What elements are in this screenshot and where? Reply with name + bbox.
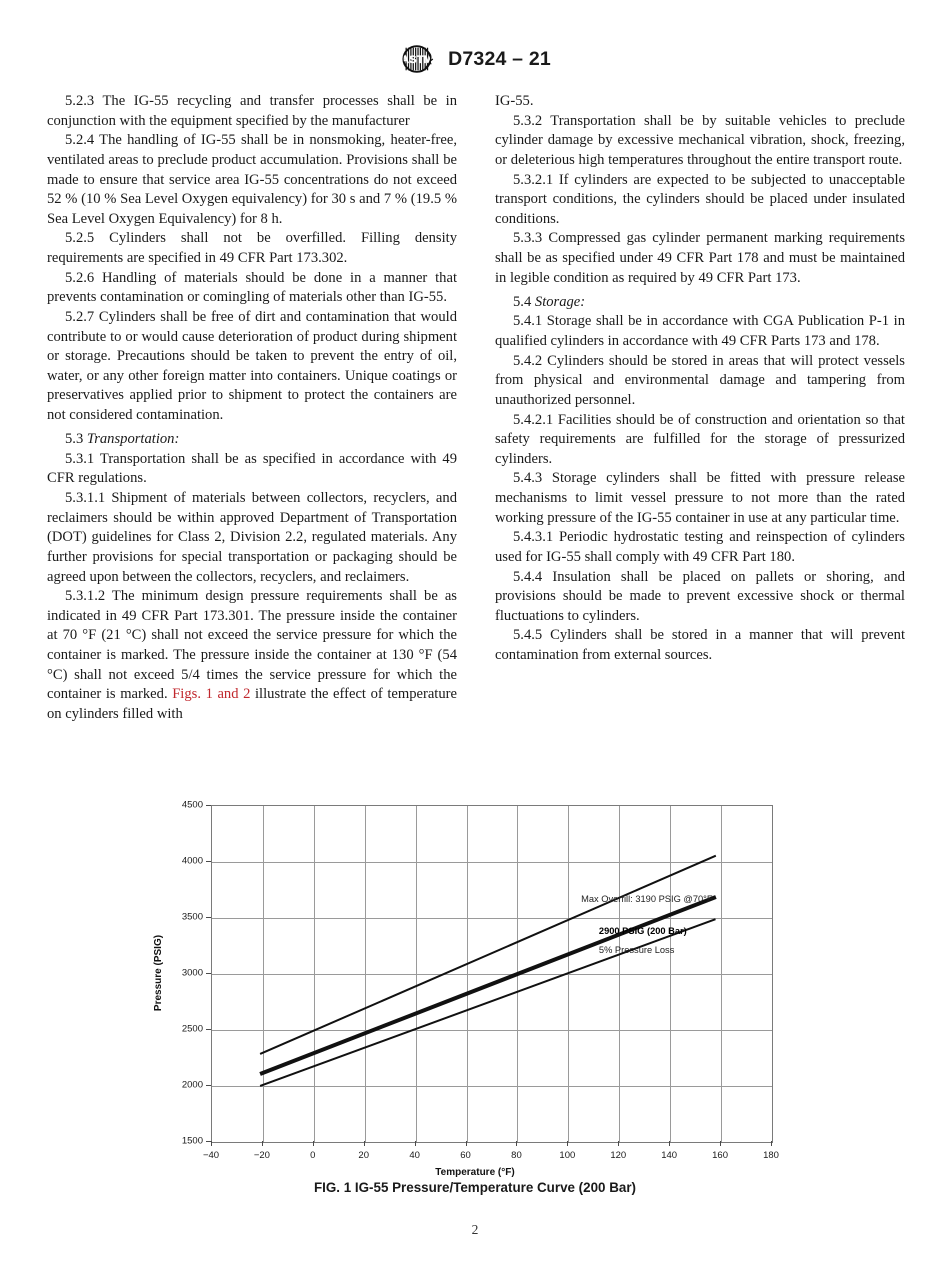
chart-series-line — [260, 918, 716, 1086]
chart-x-axis-title: Temperature (°F) — [435, 1167, 515, 1178]
page-number: 2 — [471, 1222, 479, 1237]
paragraph-5-4-2: 5.4.2 Cylinders should be stored in areas that will protect vessels from physical and environmental damage and tampering from unauthorized personnel. — [495, 352, 905, 408]
paragraph-5-4-3: 5.4.3 Storage cylinders shall be fitted with pressure release mechanisms to limit vessel pressure to not more than the rated working pressure of the IG-55 container in use at any particular time. — [495, 470, 905, 526]
chart-gridline-vertical — [619, 806, 620, 1142]
figure-caption: FIG. 1 IG-55 Pressure/Temperature Curve (200 Bar) — [313, 1180, 636, 1195]
paragraph-5-2-5: 5.2.5 Cylinders shall not be overfilled. Filling density requirements are specified in 49 CFR Part 173.302. — [47, 230, 457, 266]
chart-x-tick — [466, 1141, 467, 1146]
section-5-4-title: Storage: — [534, 293, 586, 310]
paragraph-5-4-3-1: 5.4.3.1 Periodic hydrostatic testing and reinspection of cylinders used for IG-55 shall comply with 49 CFR Part 180. — [495, 529, 905, 565]
chart-x-tick — [364, 1141, 365, 1146]
paragraph-5-3-1-2-text-before: 5.3.1.2 The minimum design pressure requirements shall be as indicated in 49 CFR Part 173.301. The pressure inside the container at 70 °F (21 °C) shall not exceed the service pressure for which the container is marked. The pressure inside the container at 130 °F (54 °C) shall not exceed 5/4 times the service pressure for which the container is marked. — [47, 588, 457, 703]
paragraph-5-3-2-1: 5.3.2.1 If cylinders are expected to be subjected to unacceptable transport conditions, the cylinders should be placed under insulated conditions. — [495, 171, 905, 227]
chart-gridline-horizontal — [212, 1086, 772, 1087]
left-column — [47, 92, 457, 725]
chart-x-tick-label: −20 — [253, 1150, 270, 1161]
chart-x-tick-label: 120 — [610, 1150, 627, 1161]
paragraph-5-4-4: 5.4.4 Insulation shall be placed on pallets or shoring, and provisions should be made to prevent excessive shock or thermal fluctuations to cylinders. — [495, 568, 905, 624]
chart-container — [153, 795, 791, 1178]
chart-y-tick-label: 4000 — [181, 855, 203, 867]
figure-1 — [0, 795, 950, 1178]
chart-x-tick — [567, 1141, 568, 1146]
paragraph-5-2-7: 5.2.7 Cylinders shall be free of dirt and contamination that would contribute to or would cause deterioration of product during shipment or storage. Precautions should be taken to prevent the entry of oil, water, or any other foreign matter into containers. Unique coatings or preservatives applied prior to shipment to protect the containers are not considered contamination. — [47, 308, 457, 423]
paragraph-5-4-5: 5.4.5 Cylinders shall be stored in a manner that will prevent contamination from external sources. — [495, 627, 905, 663]
chart-gridline-horizontal — [212, 862, 772, 863]
chart-x-tick-label: 160 — [712, 1150, 729, 1161]
chart-x-tick — [720, 1141, 721, 1146]
chart-x-tick — [313, 1141, 314, 1146]
chart-gridline-vertical — [568, 806, 569, 1142]
chart-gridline-horizontal — [212, 918, 772, 919]
paragraph-5-3-1-1: 5.3.1.1 Shipment of materials between collectors, recyclers, and reclaimers should be within approved Department of Transportation (DOT) guidelines for Class 2, Division 2.2, regulated materials. Any further provisions for special transportation or packaging should be agreed upon between the collectors, recyclers, and reclaimers. — [47, 490, 457, 585]
chart-plot-area — [211, 805, 773, 1143]
right-column — [495, 92, 905, 725]
paragraph-5-4-1: 5.4.1 Storage shall be in accordance with CGA Publication P-1 in qualified cylinders in accordance with 49 CFR Parts 173 and 178. — [495, 313, 905, 349]
chart-x-tick-label: 40 — [409, 1150, 420, 1161]
section-heading-5-4 — [495, 293, 905, 313]
chart-gridline-vertical — [365, 806, 366, 1142]
chart-x-tick-label: 60 — [460, 1150, 471, 1161]
section-5-3-number: 5.3 — [65, 431, 87, 448]
paragraph-5-3-1-2-text-after: illustrate the effect of temperature on cylinders filled with — [47, 686, 457, 722]
body-columns — [47, 92, 905, 725]
chart-y-tick — [206, 1085, 211, 1086]
chart-y-tick-label: 2500 — [181, 1023, 203, 1035]
chart-y-tick — [206, 861, 211, 862]
chart-gridline-vertical — [416, 806, 417, 1142]
paragraph-5-2-4: 5.2.4 The handling of IG-55 shall be in nonsmoking, heater-free, ventilated areas to preclude product accumulation. Provisions shall be made to ensure that service area IG-55 concentrations do not exceed 52 % (10 % Sea Level Oxygen equivalency) for 30 s and 7 % (19.5 % Sea Level Oxygen Equivalency) for 8 h. — [47, 132, 457, 227]
chart-x-tick — [262, 1141, 263, 1146]
chart-y-tick-label: 4500 — [181, 799, 203, 811]
chart-annotation-label: 5% Pressure Loss — [598, 945, 675, 956]
chart-y-tick — [206, 973, 211, 974]
paragraph-5-2-3: 5.2.3 The IG-55 recycling and transfer processes shall be in conjunction with the equipment specified by the manufacturer — [47, 93, 457, 129]
chart-gridline-vertical — [263, 806, 264, 1142]
chart-y-tick-label: 2000 — [181, 1079, 203, 1091]
chart-annotation-label: Max Overfill: 3190 PSIG @70°F — [581, 894, 713, 905]
chart-series-line — [260, 895, 717, 1075]
section-5-4-number: 5.4 — [513, 293, 535, 310]
chart-annotation-label: 2900 PSIG (200 Bar) — [598, 926, 687, 937]
chart-gridline-vertical — [670, 806, 671, 1142]
chart-y-tick-label: 3000 — [181, 967, 203, 979]
chart-x-tick-label: 180 — [763, 1150, 779, 1161]
chart-x-tick — [516, 1141, 517, 1146]
paragraph-continuation-ig55: IG-55. — [495, 93, 534, 109]
section-heading-5-3 — [47, 430, 457, 450]
chart-y-tick — [206, 917, 211, 918]
chart-x-tick-label: 80 — [511, 1150, 522, 1161]
chart-x-tick-label: 100 — [559, 1150, 576, 1161]
paragraph-5-3-1: 5.3.1 Transportation shall be as specified in accordance with 49 CFR regulations. — [47, 450, 457, 487]
chart-x-tick — [669, 1141, 670, 1146]
chart-x-tick — [771, 1141, 772, 1146]
chart-x-tick-label: 140 — [661, 1150, 678, 1161]
paragraph-5-4-2-1: 5.4.2.1 Facilities should be of construction and orientation so that safety requirements are fulfilled for the storage of pressurized cylinders. — [495, 411, 905, 467]
page-header — [0, 44, 950, 74]
svg-text:ASTM: ASTM — [400, 54, 433, 67]
figure-reference-link[interactable]: Figs. 1 and 2 — [172, 686, 251, 703]
paragraph-5-3-2: 5.3.2 Transportation shall be by suitable vehicles to preclude cylinder damage by excessive mechanical vibration, shock, freezing, or deleterious high temperatures throughout the entire transport route. — [495, 112, 905, 168]
chart-x-tick-label: −40 — [202, 1150, 220, 1161]
document-designation: D7324 – 21 — [448, 47, 551, 70]
chart-x-tick — [211, 1141, 212, 1146]
chart-x-tick — [618, 1141, 619, 1146]
chart-x-tick-label: 20 — [358, 1150, 370, 1161]
chart-x-tick — [415, 1141, 416, 1146]
section-5-3-title: Transportation: — [86, 431, 180, 448]
chart-gridline-horizontal — [212, 974, 772, 975]
astm-logo-icon — [399, 44, 437, 74]
chart-y-axis-title: Pressure (PSIG) — [153, 934, 164, 1012]
chart-y-tick-label: 3500 — [181, 911, 203, 923]
chart-gridline-vertical — [467, 806, 468, 1142]
chart-gridline-horizontal — [212, 1030, 772, 1031]
chart-x-tick-label: 0 — [310, 1150, 316, 1161]
chart-y-tick — [206, 1029, 211, 1030]
chart-gridline-vertical — [314, 806, 315, 1142]
paragraph-5-3-3: 5.3.3 Compressed gas cylinder permanent marking requirements shall be as specified under 49 CFR Part 178 and must be maintained in legible condition as required by 49 CFR Part 173. — [495, 230, 905, 286]
chart-y-tick-label: 1500 — [181, 1135, 203, 1147]
paragraph-5-2-6: 5.2.6 Handling of materials should be done in a manner that prevents contamination or comingling of materials other than IG-55. — [47, 269, 457, 306]
chart-y-tick — [206, 805, 211, 806]
chart-gridline-vertical — [721, 806, 722, 1142]
paragraph-5-3-1-2 — [47, 587, 457, 724]
